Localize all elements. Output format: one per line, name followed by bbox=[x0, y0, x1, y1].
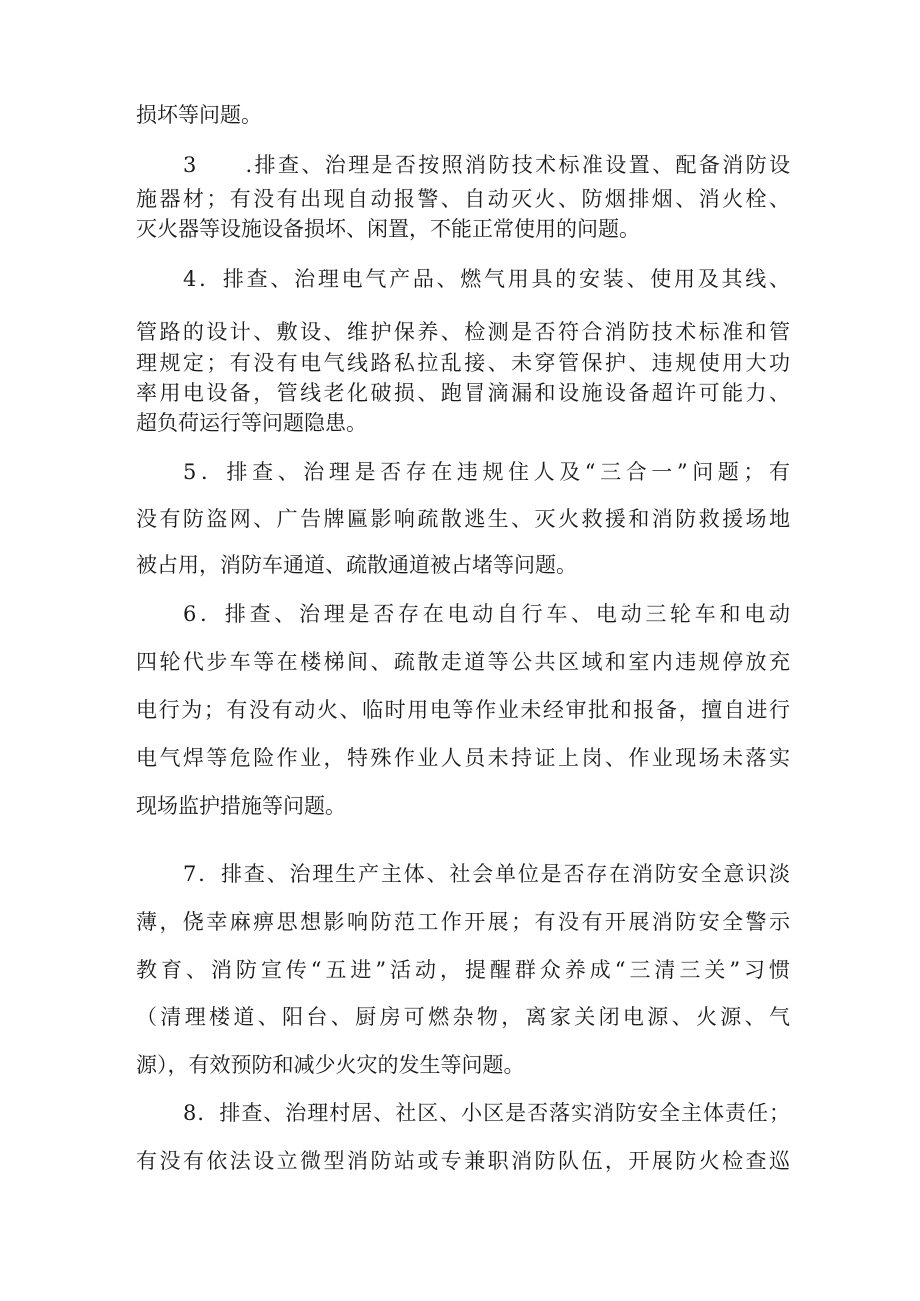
text-line: 电行为；有没有动火、临时用电等作业未经审批和报备，擅自进行 bbox=[136, 698, 790, 722]
text-line: 3 .排查、治理是否按照消防技术标准设置、配备消防设 bbox=[183, 153, 790, 177]
text-line: 5．排查、治理是否存在违规住人及“三合一”问题；有 bbox=[183, 460, 790, 484]
text-line: 率用电设备，管线老化破损、跑冒滴漏和设施设备超许可能力、 bbox=[136, 381, 790, 405]
text-line: 源），有效预防和减少火灾的发生等问题。 bbox=[136, 1053, 525, 1077]
text-line: 管路的设计、敷设、维护保养、检测是否符合消防技术标准和管 bbox=[136, 320, 790, 344]
text-line: 有没有依法设立微型消防站或专兼职消防队伍，开展防火检查巡 bbox=[136, 1149, 790, 1173]
text-line: 6．排查、治理是否存在电动自行车、电动三轮车和电动 bbox=[183, 602, 790, 626]
text-line: 现场监护措施等问题。 bbox=[136, 794, 346, 818]
text-line: 施器材；有没有出现自动报警、自动灭火、防烟排烟、消火栓、 bbox=[136, 187, 790, 211]
text-line: 理规定；有没有电气线路私拉乱接、未穿管保护、违规使用大功 bbox=[136, 351, 790, 375]
text-line: 没有防盗网、广告牌匾影响疏散逃生、灭火救援和消防救援场地 bbox=[136, 507, 790, 531]
text-line: 四轮代步车等在楼梯间、疏散走道等公共区域和室内违规停放充 bbox=[136, 650, 790, 674]
text-line: 薄，侥幸麻痹思想影响防范工作开展；有没有开展消防安全警示 bbox=[136, 910, 790, 934]
text-line: 超负荷运行等问题隐患。 bbox=[136, 411, 367, 435]
text-line: 灭火器等设施设备损坏、闲置，不能正常使用的问题。 bbox=[136, 217, 640, 241]
text-line: （清理楼道、阳台、厨房可燃杂物，离家关闭电源、火源、气 bbox=[136, 1005, 790, 1029]
text-line: 电气焊等危险作业，特殊作业人员未持证上岗、作业现场未落实 bbox=[136, 746, 790, 770]
text-line: 被占用，消防车通道、疏散通道被占堵等问题。 bbox=[136, 553, 577, 577]
text-line: 4．排查、治理电气产品、燃气用具的安装、使用及其线、 bbox=[183, 267, 790, 291]
text-line: 损坏等问题。 bbox=[136, 103, 262, 127]
text-line: 8．排查、治理村居、社区、小区是否落实消防安全主体责任； bbox=[183, 1101, 790, 1125]
text-line: 教育、消防宣传“五进”活动，提醒群众养成“三清三关”习惯 bbox=[136, 958, 790, 982]
text-line: 7．排查、治理生产主体、社会单位是否存在消防安全意识淡 bbox=[183, 862, 790, 886]
